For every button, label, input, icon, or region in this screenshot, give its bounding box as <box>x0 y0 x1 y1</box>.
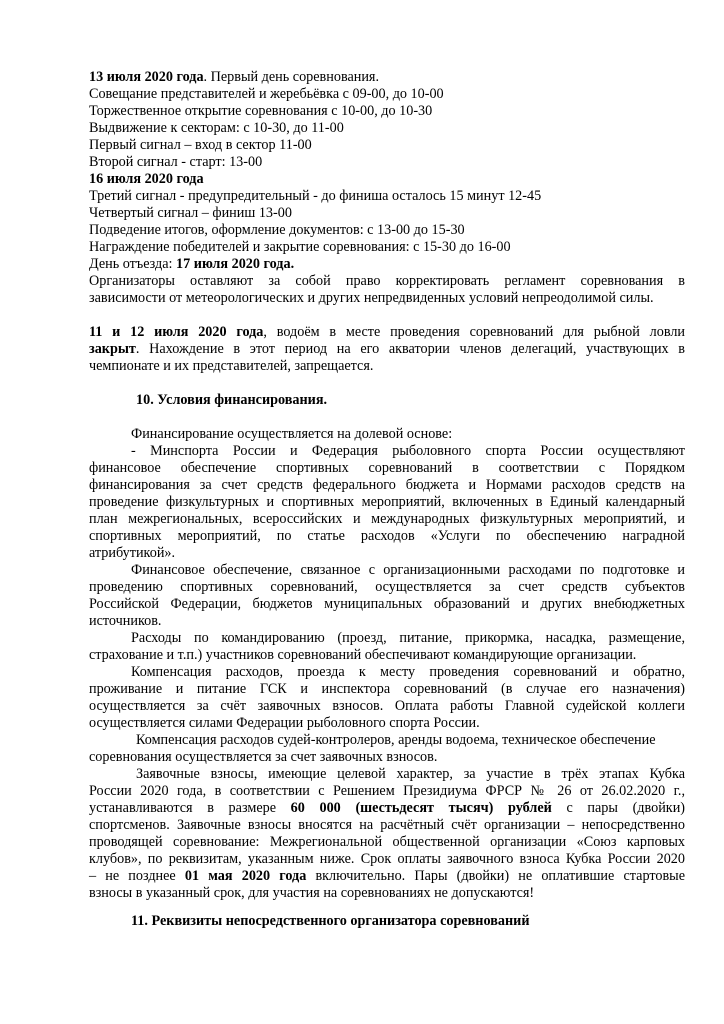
financing-para-5-line: Компенсация расходов, проезда к месту проведения соревнований и обратно, <box>131 664 685 680</box>
financing-para-5-line: осуществляется силами Федерации рыболовного спорта России. <box>89 715 480 731</box>
financing-para-3-line: Российской Федерации, бюджетов муниципальных образований и других внебюджетных <box>89 596 685 612</box>
financing-para-2-line: план межрегиональных, всероссийских и международных физкультурных мероприятий, и <box>89 511 685 527</box>
financing-para-7-line: проводящей соревнование: Межрегиональной общественной организации «Союз карповых <box>89 834 685 850</box>
financing-para-4-line: страхование и т.п.) участников соревнований обеспечивают командирующие организации. <box>89 647 637 663</box>
financing-para-7-line: клубов», по реквизитам, указанным ниже. Срок оплаты заявочного взноса Кубка России 2020 <box>89 851 685 867</box>
schedule-day1-date: 13 июля 2020 года <box>89 69 204 85</box>
financing-para-3-line: Финансовое обеспечение, связанное с организационными расходами по подготовке и <box>131 562 685 578</box>
financing-para-5-line: осуществляется за счёт заявочных взносов. Оплата работы Главной судейской коллеги <box>89 698 685 714</box>
schedule-line: Второй сигнал - старт: 13-00 <box>89 154 263 170</box>
financing-para-1: Финансирование осуществляется на долевой основе: <box>131 426 453 442</box>
closure-closed-word: закрыт <box>89 341 136 357</box>
financing-para-2-line: спортивных мероприятий, по статье расходов «Услуги по обеспечению наградной <box>89 528 685 544</box>
financing-para-3-line: проведению спортивных соревнований, осуществляется за счет средств субъектов <box>89 579 685 595</box>
financing-para-7-line: взносы в указанный срок, для участия на соревнованиях не допускаются! <box>89 885 535 901</box>
financing-para-5-line: проживание и питание ГСК и инспектора соревнований (в случае его назначения) <box>89 681 685 697</box>
schedule-line: Торжественное открытие соревнования с 10-00, до 10-30 <box>89 103 433 119</box>
closure-dates: 11 и 12 июля 2020 года <box>89 324 264 340</box>
schedule-line: Выдвижение к секторам: с 10-30, до 11-00 <box>89 120 344 136</box>
financing-para-2-line: финансирования за счет средств федерального бюджета и Нормами расходов средств на <box>89 477 685 493</box>
financing-para-4-line: Расходы по командированию (проезд, питание, прикормка, насадка, размещение, <box>131 630 685 646</box>
financing-para-6-line: соревнования осуществляется за счет заявочных взносов. <box>89 749 438 765</box>
financing-para-7-deadline-line: – не позднее 01 мая 2020 года включительно. Пары (двойки) не оплатившие стартовые <box>89 868 685 884</box>
departure-date: 17 июля 2020 года. <box>176 256 295 272</box>
fee-amount: 60 000 <box>290 800 341 816</box>
financing-para-7-fee-line: устанавливаются в размере 60 000 (шестьдесят тысяч) рублей с пары (двойки) <box>89 800 686 816</box>
fee-amount-words: (шестьдесят тысяч) <box>355 800 494 816</box>
schedule-line: Награждение победителей и закрытие соревнования: с 15-30 до 16-00 <box>89 239 511 255</box>
closure-line-3: чемпионате и их представителей, запрещается. <box>89 358 374 374</box>
schedule-line: Подведение итогов, оформление документов: с 13-00 до 15-30 <box>89 222 465 238</box>
financing-para-7-line: Заявочные взносы, имеющие целевой характер, за участие в трёх этапах Кубка <box>136 766 685 782</box>
financing-para-2-line: проведение физкультурных и спортивных мероприятий, включенных в Единый календарный <box>89 494 685 510</box>
closure-line-1: 11 и 12 июля 2020 года, водоём в месте проведения соревнований для рыбной ловли <box>89 324 685 340</box>
schedule-line: Четвертый сигнал – финиш 13-00 <box>89 205 292 221</box>
closure-line-2: закрыт. Нахождение в этот период на его акватории членов делегаций, участвующих в <box>89 341 685 357</box>
financing-para-3-line: источников. <box>89 613 162 629</box>
schedule-day1-line <box>89 69 379 86</box>
departure-label: День отъезда: <box>89 256 177 272</box>
schedule-line: Третий сигнал - предупредительный - до финиша осталось 15 минут 12-45 <box>89 188 542 204</box>
fee-currency: рублей <box>508 800 552 816</box>
schedule-day2-date: 16 июля 2020 года <box>89 171 204 187</box>
financing-para-2-line: атрибутикой». <box>89 545 176 561</box>
organizer-note-line: зависимости от метеорологических и других непредвиденных условий непреодолимой силы. <box>89 290 654 306</box>
financing-para-2-line: - Минспорта России и Федерация рыболовного спорта России осуществляют <box>131 443 685 459</box>
financing-para-6-line: Компенсация расходов судей-контролеров, аренды водоема, техническое обеспечение <box>136 732 656 748</box>
financing-para-7-line: спортсменов. Заявочные взносы вносятся на расчётный счёт организации – непосредственно <box>89 817 685 833</box>
schedule-line: Первый сигнал – вход в сектор 11-00 <box>89 137 312 153</box>
payment-deadline: 01 мая 2020 года <box>184 868 307 884</box>
schedule-day1-rest: . Первый день соревнования. <box>203 69 380 85</box>
section-11-heading: 11. Реквизиты непосредственного организатора соревнований <box>131 913 530 929</box>
section-10-heading: 10. Условия финансирования. <box>136 392 328 408</box>
schedule-line: Совещание представителей и жеребьёвка с 09-00, до 10-00 <box>89 86 444 102</box>
financing-para-7-line: России 2020 года, в соответствии с Решением Президиума ФРСР № 26 от 26.02.2020 г., <box>89 783 685 799</box>
financing-para-2-line: финансовое обеспечение спортивных соревнований в соответствии с Порядком <box>89 460 685 476</box>
departure-line <box>89 256 294 273</box>
organizer-note-line: Организаторы оставляют за собой право корректировать регламент соревнования в <box>89 273 685 289</box>
